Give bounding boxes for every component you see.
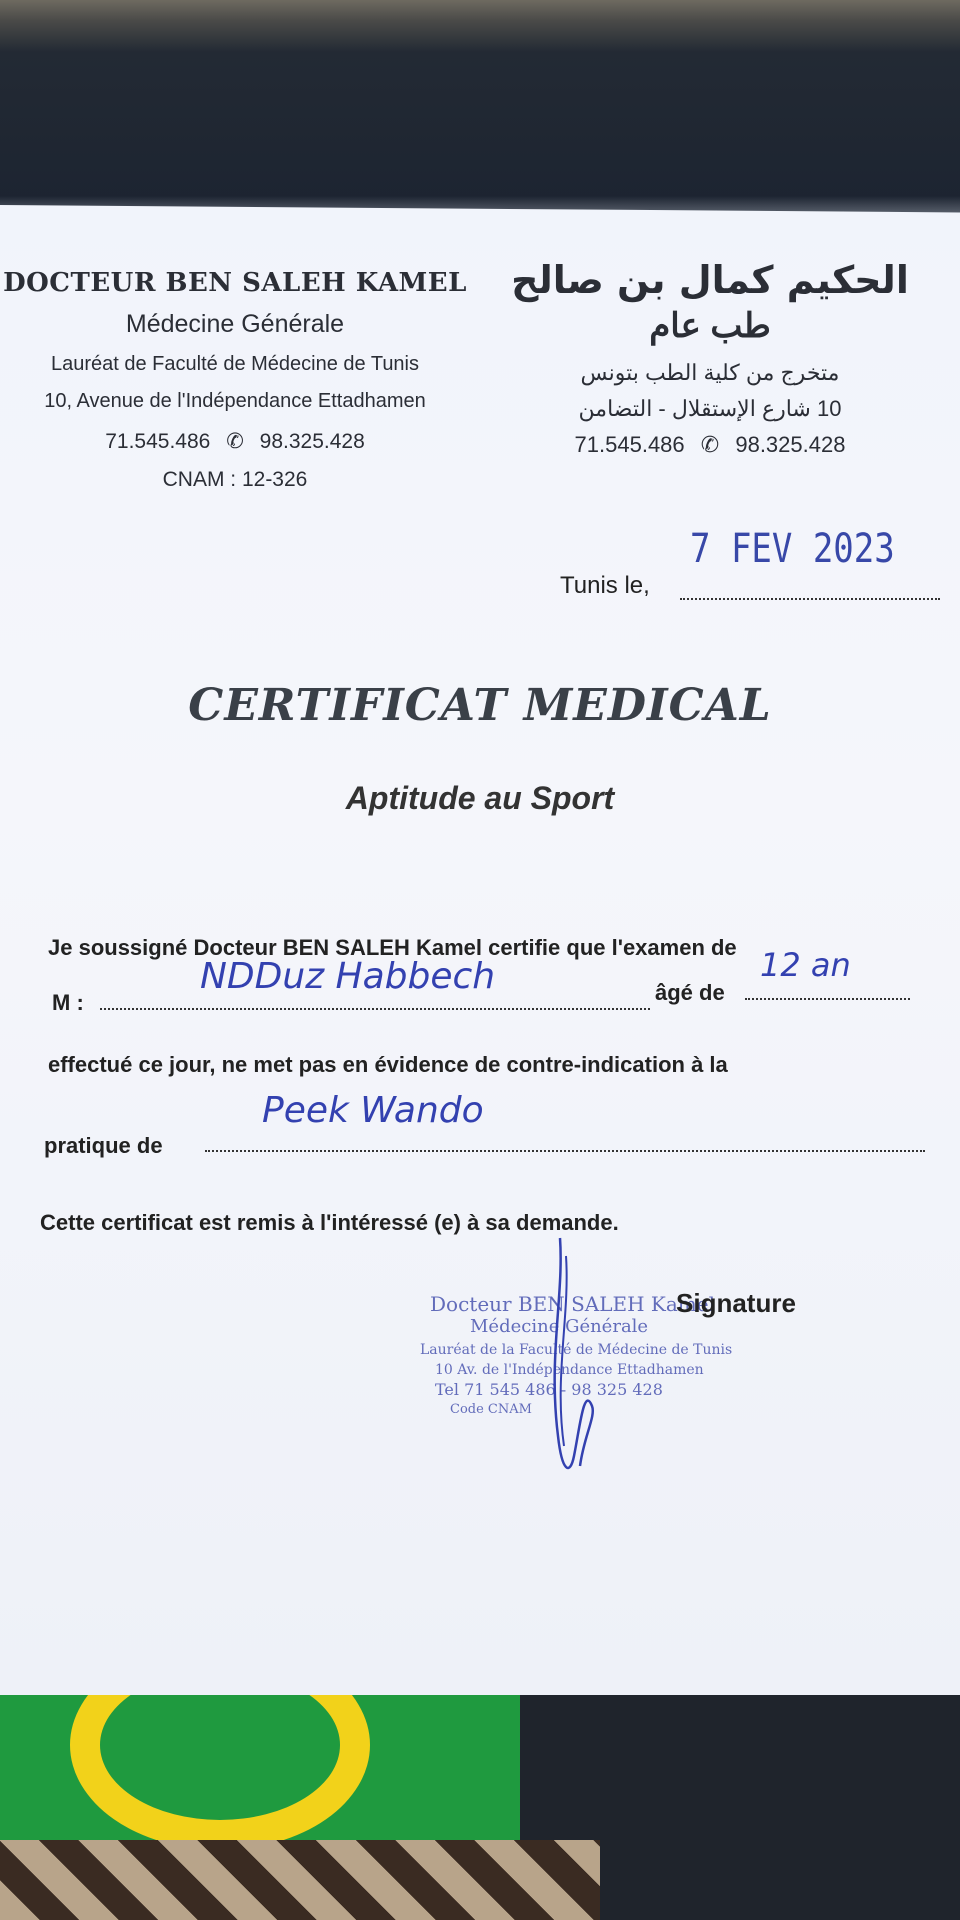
- body-line-3: effectué ce jour, ne met pas en évidence de contre-indication à la: [48, 1052, 728, 1077]
- body-line-5: Cette certificat est remis à l'intéressé (e) à sa demande.: [40, 1210, 619, 1235]
- date-dotted-line: [680, 598, 940, 600]
- m-label: M :: [52, 990, 84, 1015]
- age-label: âgé de: [655, 980, 725, 1005]
- date-row: [560, 526, 940, 608]
- name-dotted-line: [100, 1008, 650, 1010]
- handwritten-sport: Peek Wando: [262, 1090, 484, 1131]
- stamp-line-5: Tel 71 545 486 - 98 325 428: [435, 1380, 663, 1399]
- signature-label: Signature: [676, 1288, 796, 1318]
- stamp-line-2: Médecine Générale: [470, 1316, 649, 1337]
- doctor-phones-arabic: [480, 432, 940, 458]
- doctor-specialty: Médecine Générale: [125, 310, 345, 338]
- handwritten-signature: [540, 1236, 620, 1486]
- phone-1: 71.545.486: [105, 430, 211, 453]
- date-label: Tunis le,: [560, 572, 650, 599]
- stamp-line-4: 10 Av. de l'Indépendance Ettadhamen: [435, 1362, 704, 1378]
- handwritten-name: NDDuz Habbech: [200, 956, 496, 997]
- doctor-header-arabic: [480, 258, 940, 458]
- date-stamp: 7 FEV 2023: [690, 526, 895, 572]
- doctor-header-french: [0, 268, 470, 492]
- doctor-address: 10, Avenue de l'Indépendance Ettadhamen: [44, 390, 426, 412]
- stamp-line-3: Lauréat de la Faculté de Médecine de Tunis: [420, 1342, 733, 1358]
- phone-2: 98.325.428: [259, 430, 365, 453]
- body-line-1: Je soussigné Docteur BEN SALEH Kamel certifie que l'examen de: [48, 935, 737, 960]
- practice-label: pratique de: [44, 1133, 163, 1158]
- stamp-line-1: Docteur BEN SALEH Kamel: [430, 1292, 715, 1316]
- doctor-laureate: Lauréat de Faculté de Médecine de Tunis: [50, 353, 420, 375]
- certificate-subtitle: Aptitude au Sport: [345, 780, 615, 816]
- doctor-cnam: CNAM : 12-326: [162, 468, 308, 491]
- handwritten-age: 12 an: [760, 946, 851, 984]
- doctor-laureate-arabic: متخرج من كلية الطب بتونس: [580, 360, 840, 385]
- doctor-phones: [0, 429, 470, 454]
- doctor-name: DOCTEUR BEN SALEH KAMEL: [3, 268, 467, 298]
- checkered-cloth: [0, 1840, 600, 1920]
- phone-1-arabic: 71.545.486: [574, 432, 685, 457]
- certificate-title: CERTIFICAT MEDICAL: [188, 680, 772, 731]
- doctor-specialty-arabic: طب عام: [649, 307, 771, 345]
- phone-icon: ✆: [700, 432, 720, 457]
- phone-2-arabic: 98.325.428: [735, 432, 846, 457]
- practice-dotted-line: [205, 1150, 925, 1152]
- phone-icon: ✆: [226, 430, 244, 453]
- age-dotted-line: [745, 998, 910, 1000]
- doctor-name-arabic: الحكيم كمال بن صالح: [511, 258, 909, 302]
- doctor-address-arabic: 10 شارع الإستقلال - التضامن: [578, 396, 842, 421]
- stamp-line-6: Code CNAM: [450, 1402, 532, 1417]
